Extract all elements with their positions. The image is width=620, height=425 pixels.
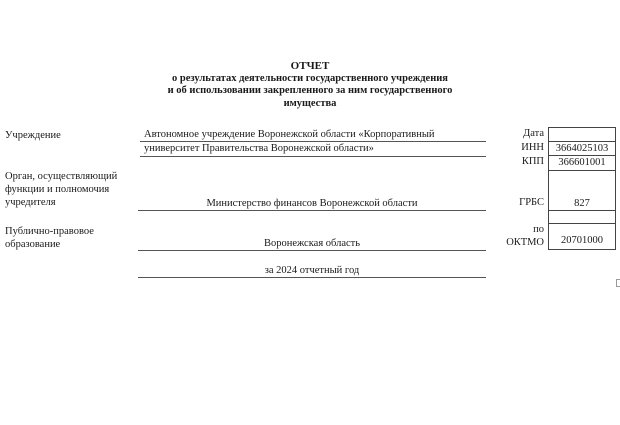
founder-underline [138,210,486,211]
grbs-label: ГРБС [519,197,544,208]
oktmo-label-line-1: по [533,224,544,235]
founder-label-line-3: учредителя [5,197,56,208]
inn-cell: 3664025103 [549,142,615,156]
municipality-label-line-1: Публично-правовое [5,226,94,237]
institution-underline-2 [140,156,486,157]
municipality-value: Воронежская область [263,238,361,249]
municipality-label [5,225,94,251]
report-title [130,60,490,110]
date-label: Дата [523,128,544,139]
oktmo-label-line-2: ОКТМО [506,237,544,248]
kpp-label: КПП [521,156,544,167]
municipality-label-line-2: образование [5,239,61,250]
founder-label-line-1: Орган, осуществляющий [5,171,118,182]
title-line-4: имущества [283,97,337,109]
grbs-cell: 827 [549,171,615,211]
blank-cell [549,211,615,224]
date-cell [549,128,615,142]
founder-label-line-2: функции и полномочия [5,184,110,195]
title-line-3: и об использовании закрепленного за ним государственного [167,85,453,96]
kpp-cell: 366601001 [549,156,615,171]
institution-label: Учреждение [5,130,61,141]
founder-label [5,170,117,209]
inn-label: ИНН [521,142,544,153]
founder-value: Министерство финансов Воронежской области [206,198,418,209]
title-line-1: ОТЧЕТ [290,60,330,72]
title-line-2: о результатах деятельности государственного учреждения [172,72,448,84]
oktmo-cell: 20701000 [561,235,603,246]
period-value: за 2024 отчетный год [264,265,360,276]
codes-table [548,127,616,250]
institution-value-line-2: университет Правительства Воронежской области» [144,143,374,154]
municipality-underline [138,250,486,251]
institution-value-line-1: Автономное учреждение Воронежской области «Корпоративный [144,129,435,140]
period-underline [138,277,486,278]
page-edge-mark [616,279,620,287]
